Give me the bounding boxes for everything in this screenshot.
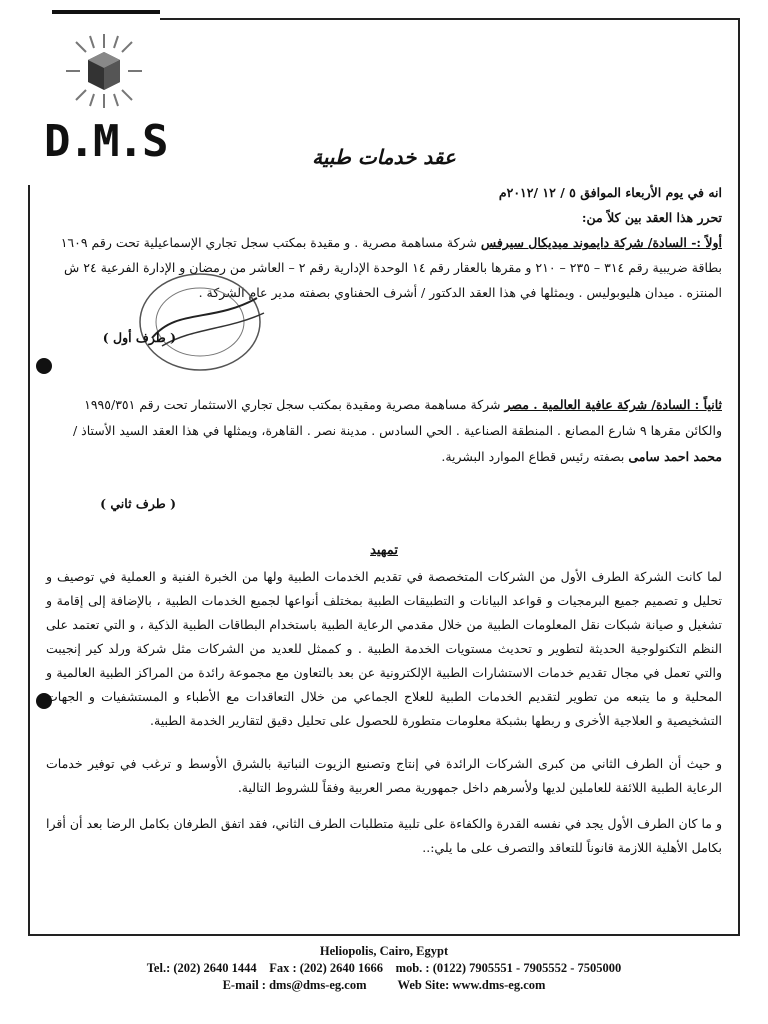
footer-address: Heliopolis, Cairo, Egypt <box>319 944 449 958</box>
first-party-label: أولاً :- السادة/ شركة دايموند ميديكال سيرفس <box>480 235 722 250</box>
between-line: تحرر هذا العقد بين كلاً من: <box>581 210 722 225</box>
footer-contacts <box>0 978 768 993</box>
page-border-top <box>160 18 740 20</box>
preamble-paragraph-3: و ما كان الطرف الأول يجد في نفسه القدرة والكفاءة على تلبية متطلبات الطرف الثاني، فقد اتفق الطرفان بكامل الرضا بعد أن أقرا بكامل الأهلية اللازمة قانوناً للتعاقد والتصرف على ما يلي:.. <box>46 816 722 855</box>
preamble-paragraph-2: و حيث أن الطرف الثاني من كبرى الشركات الرائدة في إنتاج وتصنيع الزيوت النباتية بالشرق الأوسط و ترغب في توفير خدمات الرعاية الطبية اللائقة للعاملين لديها ولأسرهم داخل جمهورية مصر العربية وفقاً للشروط التالية. <box>46 756 722 795</box>
date-line: انه في يوم الأربعاء الموافق ٥ / ١٢ /٢٠١٢م <box>498 185 722 200</box>
page-border-left <box>28 185 30 935</box>
second-party-label: ثانياً : السادة/ شركة عافية العالمية . مصر <box>504 397 722 412</box>
company-logo-text: D.M.S <box>44 116 167 167</box>
footer-mob: mob. : (0122) 7905551 - 7905552 - 7505000 <box>395 961 622 975</box>
second-party-section <box>46 392 722 470</box>
footer-fax: Fax : (202) 2640 1666 <box>269 961 384 975</box>
second-party-text: شركة مساهمة مصرية ومقيدة بمكتب سجل تجاري الاستثمار تحت رقم ١٩٩٥/٣٥١ والكائن مقرها ٩ شارع المصانع . المنطقة الصناعية . الحي السادس . مدينة نصر . القاهرة، ويمثلها في هذا العقد السيد الأستاذ / <box>72 397 722 438</box>
contract-title: عقد خدمات طبية <box>312 145 456 169</box>
preamble-paragraph-1: لما كانت الشركة الطرف الأول من الشركات المتخصصة في تقديم الخدمات الطبية ولها من الخبرة الفنية و العملية في توصيف و تحليل و تصميم جميع البرمجيات و قواعد البيانات و التطبيقات الطبية بمختلف أنواعها لجميع الخدمات الطبية ، بالإضافة إلى إقامة و تشغيل و صيانة شبكات نقل المعلومات الطبية من خلال مقدمي الرعاية الطبية باستخدام البطاقات الطبية الذكية ، و التي تعتمد على النظم التكنولوجية الحديثة لتطوير و تحديث مستويات الخدمة الطبية . و كممثل للعديد من الشركات مثل شركة ورلد كير إنجيبت والتي تعمل في مجال تقديم خدمات الاستشارات الطبية الإلكترونية عن بعد بالتعاون مع مجموعة رائدة من المراكز الطبية العالمية و المحلية و ما يتبعه من تطوير لتقديم الخدمات الطبية للعلاج الجماعي من خلال التعاقدات مع الأطباء و المستشفيات و الجهات التشخيصية و العلاجية الأخرى و ربطها بشبكة معلومات متطورة للحصول على تحليل دقيق لتقارير الخدمة الطبية. <box>46 569 722 728</box>
company-logo-icon <box>60 30 148 112</box>
footer-email: E-mail : dms@dms-eg.com <box>222 978 367 992</box>
second-party-rep-role: بصفته رئيس قطاع الموارد البشرية. <box>441 449 625 464</box>
preamble-heading: تمهيد <box>370 543 398 558</box>
second-party-rep-name: محمد احمد سامى <box>628 449 722 464</box>
binder-hole-icon <box>36 358 52 374</box>
footer-phones <box>0 961 768 976</box>
company-stamp-icon <box>132 268 272 376</box>
first-party-text: شركة مساهمة مصرية . و مقيدة بمكتب سجل تجاري الإسماعيلية تحت رقم ١٦٠٩ بطاقة ضريبية رقم ٣١٤ – ٢٣٥ – ٢١٠ و مقرها بالعقار رقم ١٤ الوحدة الإدارية رقم ٢ – العاشر من رمضان و الإدارة الفرعية ٢٤ ش المنتزه . ميدان هليوبوليس . ويمثلها في هذا العقد الدكتور / أشرف الحفناوي بصفته مدير عام الشركة . <box>60 235 722 300</box>
footer-website: Web Site: www.dms-eg.com <box>397 978 546 992</box>
top-left-bar <box>52 10 160 14</box>
first-party-tag: ( طرف أول ) <box>102 330 176 345</box>
footer-tel: Tel.: (202) 2640 1444 <box>146 961 257 975</box>
second-party-tag: ( طرف ثاني ) <box>100 496 176 511</box>
